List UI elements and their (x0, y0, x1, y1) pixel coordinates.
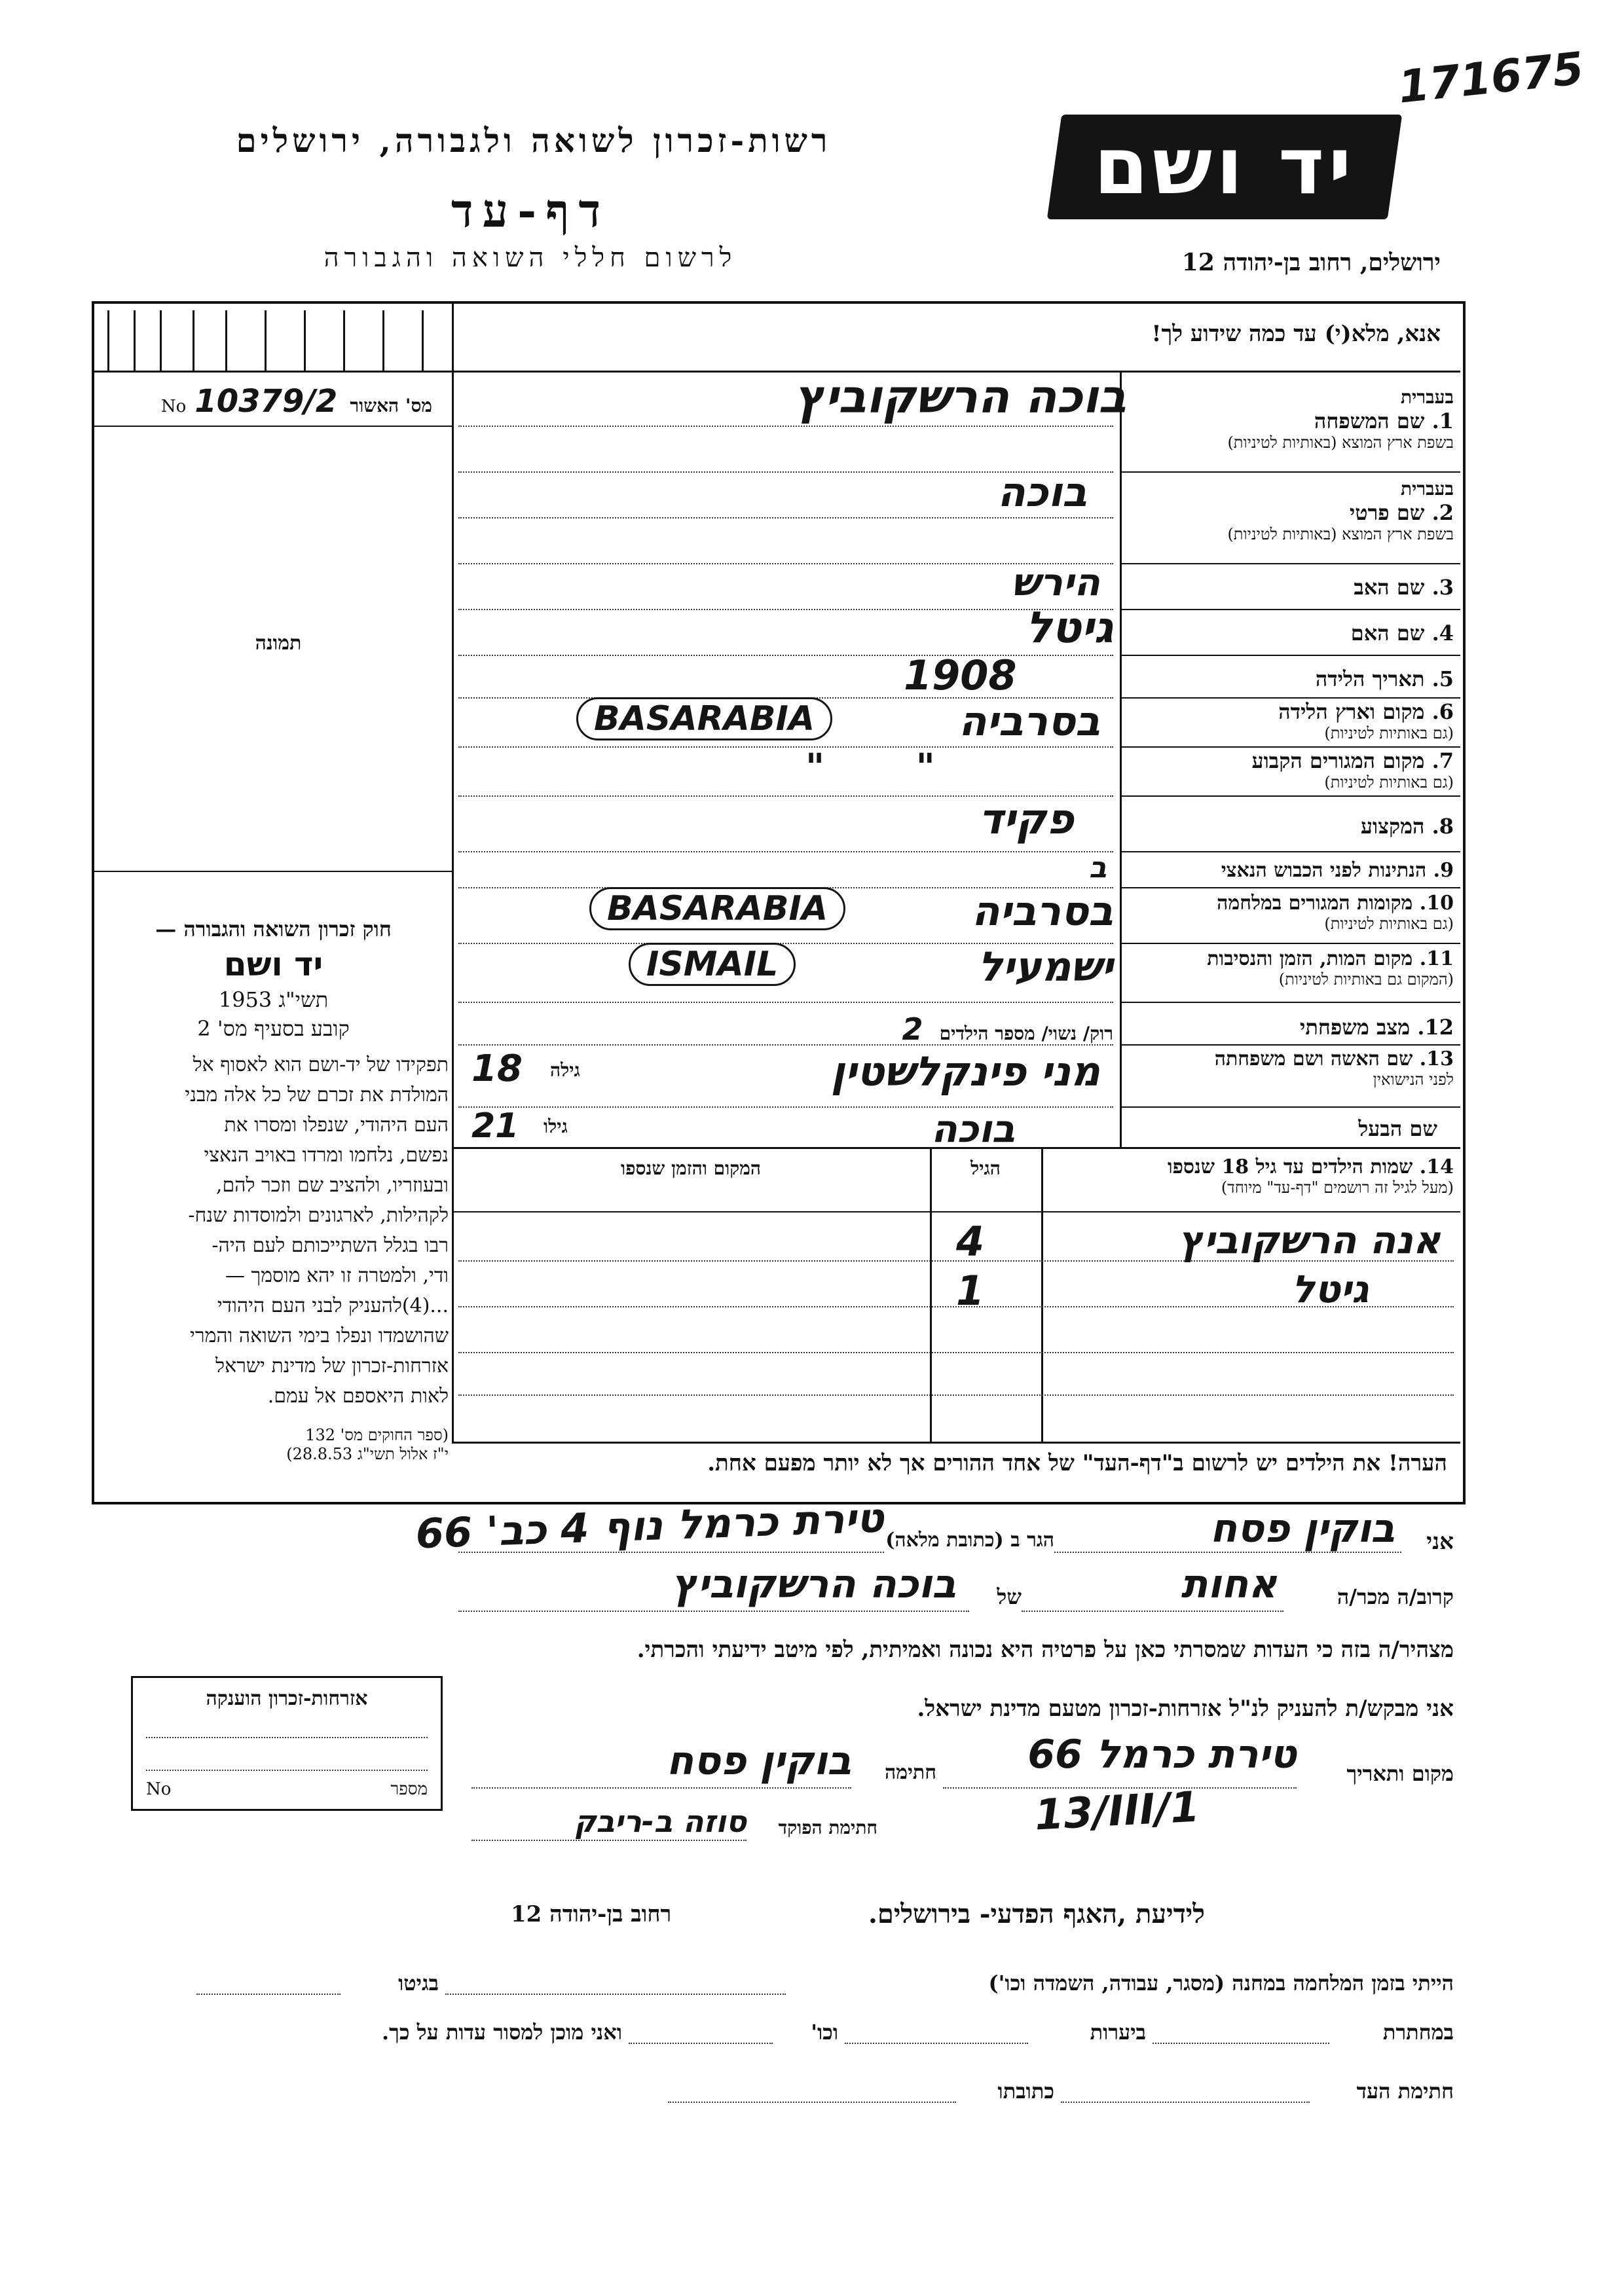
f8-value: פקיד (978, 795, 1074, 844)
f4-value: גיטל (1025, 602, 1113, 653)
law-line: נפשם, נלחמו ומרדו באויב הנאצי (204, 1144, 449, 1167)
field-num: 8. (1431, 814, 1454, 839)
wife-name: מני פינקלשטין (830, 1048, 1100, 1095)
husband-name: בוכה (931, 1106, 1015, 1151)
officer-signature: סוזה ב-ריבק (574, 1804, 747, 1839)
notice-title: לידיעת ,האגף הפדעי- בירושלים. (868, 1899, 1205, 1929)
field-sub: (גם באותיות לטיניות) (1324, 724, 1454, 742)
field-num: 1. (1431, 409, 1454, 433)
law-text (98, 1050, 449, 1412)
field-10-label (1123, 892, 1454, 934)
field-num: 6. (1431, 699, 1454, 724)
resides-label: הגר ב (כתובת מלאה) (885, 1529, 1054, 1552)
child-age: 4 (956, 1218, 985, 1266)
logo-text: יד ושם (1094, 121, 1356, 212)
f9-value: ב (1089, 851, 1107, 884)
husband-label: שם הבעל (1358, 1116, 1437, 1141)
declaration-text: מצהיר/ה בזה כי העדות שמסרתי כאן על פרטיה היא נכונה ואמיתית, לפי מיטב ידיעתי והכרתי. (637, 1637, 1454, 1663)
field-num: 4. (1431, 621, 1454, 646)
field-hebrew-tag: בעברית (1400, 478, 1454, 500)
field-num: 11. (1419, 947, 1454, 970)
field-7-label (1123, 748, 1454, 792)
field-title: המקצוע (1360, 814, 1425, 839)
field-sub: לפני הנישואין (1373, 1070, 1454, 1089)
field-title: הנתינות לפני הכבוש הנאצי (1221, 859, 1427, 882)
notice-line2-b: ביערות (1090, 2020, 1146, 2045)
law-line: ובעוזריו, ולהציב שם וזכר להם, (215, 1174, 449, 1197)
children-title: שמות הילדים עד גיל 18 שנספו (1167, 1156, 1413, 1178)
officer-label: חתימת הפוקד (778, 1817, 877, 1838)
field-title: שם האשה ושם משפחתה (1214, 1048, 1413, 1070)
field-title: מקום וארץ הלידה (1278, 699, 1425, 724)
field-1-label (1123, 386, 1454, 452)
field-title: מקום המגורים הקבוע (1251, 748, 1425, 773)
f5-value: 1908 (904, 651, 1017, 699)
field-title: תאריך הלידה (1315, 666, 1425, 691)
field-num: 10. (1419, 892, 1454, 915)
husband-age: 21 (471, 1106, 519, 1146)
field-3-label (1123, 575, 1454, 600)
children-subtitle: (מעל לגיל זה רושמים "דף-עד" מיוחד) (1221, 1178, 1454, 1197)
law-footnote-2: י"ז אלול תשי"ג 28.8.53) (286, 1445, 449, 1463)
declaration-date: 13/III/1 (1033, 1783, 1201, 1840)
field-num: 3. (1431, 575, 1454, 600)
f2-value: בוכה (997, 468, 1087, 516)
approval-prefix: No (160, 397, 187, 416)
law-line: העם היהודי, שנפלו ומסרו את (224, 1114, 449, 1137)
f11-hebrew: ישמעיל (978, 943, 1113, 991)
notice-line1-a: הייתי בזמן המלחמה במחנה (מסגר, עבודה, השמדה וכו') (988, 1971, 1454, 1995)
declarant-name: בוקין פסח (1210, 1506, 1395, 1552)
f11-value (629, 943, 1113, 995)
field-sub: בשפת ארץ המוצא (באותיות לטיניות) (1227, 525, 1454, 543)
children-header (1048, 1156, 1454, 1197)
f11-latin: ISMAIL (629, 943, 796, 986)
f12-value (629, 1011, 1113, 1047)
notice-line2-d: ואני מוכן למסור עדות על כך. (381, 2020, 622, 2045)
field-5-label (1123, 666, 1454, 691)
archive-number: 171675 (1395, 43, 1587, 114)
field-4-label (1123, 621, 1454, 646)
field-12-label (1123, 1015, 1454, 1040)
law-footnote-1: (ספר החוקים מס' 132 (305, 1426, 449, 1444)
field-title: שם האב (1354, 575, 1425, 600)
f6-latin: BASARABIA (576, 697, 832, 740)
field-8-label (1123, 814, 1454, 839)
declarant-i-label: אני (1426, 1529, 1454, 1555)
field-title: מקומות המגורים במלחמה (1217, 892, 1413, 915)
field-sub: (המקום גם באותיות לטיניות) (1278, 970, 1454, 989)
field-title: שם המשפחה (1314, 409, 1425, 433)
marital-options: רוק/ נשוי/ מספר הילדים (939, 1023, 1113, 1044)
approval-number (105, 383, 432, 422)
field-13-label (1123, 1048, 1454, 1089)
form-title: דף-עד (451, 183, 610, 238)
approval-value: 10379/2 (194, 383, 338, 420)
law-line: שהושמדו ונפלו בימי השואה והמרי (189, 1324, 449, 1347)
law-name: יד ושם (223, 945, 323, 983)
f6-hebrew: בסרביה (959, 697, 1100, 745)
f3-value: הירש (1011, 560, 1100, 604)
field-9-label (1123, 859, 1454, 882)
field-num: 9. (1433, 859, 1454, 882)
f10-value (589, 887, 1113, 939)
declarant-signature: בוקין פסח (667, 1738, 851, 1784)
f13-value (458, 1048, 1113, 1106)
law-line: המולדת את זכרם של כל אלה מבני (185, 1084, 449, 1106)
children-count: 2 (902, 1011, 923, 1047)
field-num: 5. (1431, 666, 1454, 691)
field-title: מקום המות, הזמן והנסיבות (1207, 947, 1413, 970)
notice-line2-c: וכו' (811, 2020, 838, 2045)
f10-hebrew: בסרביה (972, 887, 1113, 935)
notice-line2-a: במחתרת (1382, 2020, 1454, 2045)
field-num: 13. (1419, 1048, 1454, 1070)
field-num: 7. (1431, 748, 1454, 773)
of-name: בוכה הרשקוביץ (671, 1561, 956, 1607)
law-year: תשי"ג 1953 (218, 987, 329, 1012)
law-line: תפקידו של יד-ושם הוא לאסוף אל (193, 1053, 449, 1076)
form-subtitle: לרשום חללי השואה והגבורה (323, 243, 737, 273)
field-sub: (גם באותיות לטיניות) (1324, 915, 1454, 933)
yad-vashem-logo (1047, 115, 1402, 219)
law-line: רבו בגלל השתייכותם לעם היה- (212, 1234, 449, 1257)
law-line: ודי, ולמטרה זו יהא מוסמך — (225, 1264, 449, 1287)
notice-title-row (511, 1899, 1205, 1938)
f1-value: בוכה הרשקוביץ (794, 370, 1126, 424)
field-title: שם פרטי (1349, 500, 1425, 525)
law-line: אזרחות-זכרון של מדינת ישראל (215, 1355, 449, 1377)
col-age-header: הגיל (970, 1157, 1001, 1179)
citizenship-box (131, 1676, 443, 1811)
relation-value: אחות (1181, 1561, 1277, 1607)
place-date-value: טירת כרמל 66 (1027, 1732, 1297, 1777)
field-num: 12. (1417, 1015, 1454, 1040)
husband-value (458, 1106, 1113, 1152)
field-title: מצב משפחתי (1300, 1015, 1411, 1040)
husband-age-label: גילו (544, 1116, 568, 1137)
field-num: 14. (1419, 1156, 1454, 1178)
child-name: אנה הרשקוביץ (1178, 1218, 1441, 1262)
field-2-label (1123, 478, 1454, 544)
of-label: של (997, 1584, 1022, 1609)
col-place-header: המקום והזמן שנספו (621, 1157, 761, 1179)
field-num: 2. (1431, 500, 1454, 525)
f7-value: " " (805, 746, 974, 789)
declarant-address: טירת כרמל נוף 4 כב' 66 (415, 1493, 885, 1558)
signature-label: חתימה (885, 1761, 936, 1784)
field-title: שם האם (1350, 621, 1425, 646)
notice-line3-a: חתימת העד (1356, 2079, 1454, 2104)
citizenship-title: אזרחות-זכרון הוענקה (206, 1687, 368, 1710)
child-name: גיטל (1291, 1267, 1369, 1311)
header-address: ירושלים, רחוב בן-יהודה 12 (1181, 249, 1441, 276)
law-clause: קובע בסעיף מס' 2 (197, 1016, 350, 1041)
wife-age: 18 (471, 1048, 523, 1090)
child-age: 1 (956, 1267, 985, 1315)
law-line: לקהילות, לארגונים ולמוסדות שנח- (188, 1204, 449, 1227)
law-line: ...(4)להעניק לבני העם היהודי (217, 1294, 449, 1317)
field-11-label (1123, 947, 1454, 989)
notice-line1-b: בגיטו (398, 1971, 439, 1995)
f10-latin: BASARABIA (589, 887, 845, 930)
office-grid (94, 304, 448, 371)
f6-value (576, 697, 1100, 750)
citizenship-number-label: מספר (390, 1779, 428, 1799)
citizenship-no: No (146, 1779, 172, 1799)
law-line: לאות היאספם אל עמם. (267, 1385, 449, 1408)
place-date-label: מקום ותאריך (1346, 1761, 1454, 1786)
field-hebrew-tag: בעברית (1400, 386, 1454, 408)
notice-line3-b: כתובתו (997, 2079, 1054, 2104)
law-box (98, 917, 449, 1464)
field-sub: בשפת ארץ המוצא (באותיות לטיניות) (1227, 433, 1454, 452)
field-6-label (1123, 699, 1454, 743)
photo-label: תמונה (255, 632, 302, 655)
wife-age-label: גילה (550, 1059, 580, 1081)
law-title: חוק זכרון השואה והגבורה — (155, 917, 392, 941)
authority-title: רשות-זכרון לשואה ולגבורה, ירושלים (236, 121, 832, 160)
request-text: אני מבקש/ת להעניק לנ"ל אזרחות-זכרון מטעם מדינת ישראל. (917, 1696, 1454, 1722)
relation-label: קרוב/ה מכר/ה (1337, 1584, 1454, 1609)
field-sub: (גם באותיות לטיניות) (1324, 773, 1454, 792)
intro-text: אנא, מלא(י) עד כמה שידוע לך! (1151, 321, 1441, 347)
notice-address: רחוב בן-יהודה 12 (511, 1901, 672, 1927)
note-text: הערה! את הילדים יש לרשום ב"דף-העד" של אחד ההורים אך לא יותר מפעם אחת. (707, 1450, 1447, 1476)
approval-label: מס' האשור (350, 395, 432, 416)
